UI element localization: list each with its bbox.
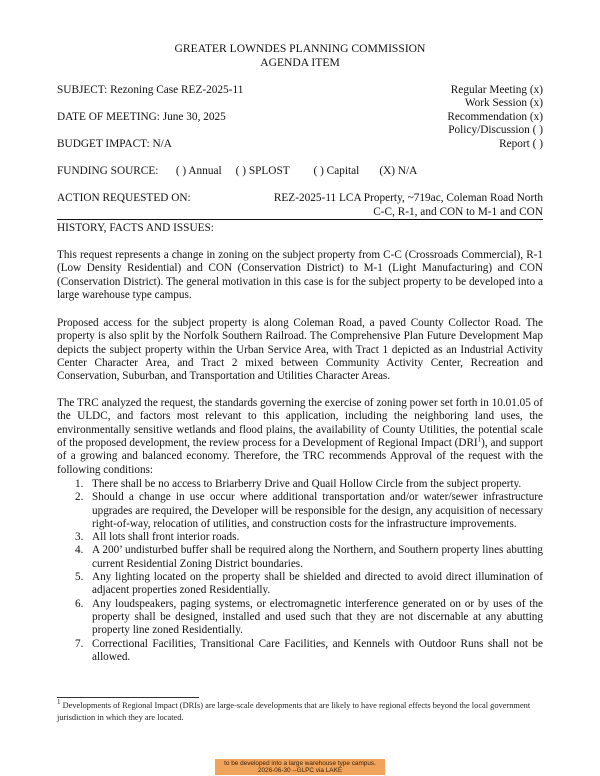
document-stamp [215, 759, 385, 775]
condition-number: 4. [75, 544, 84, 557]
footnote-reference: 1 [477, 435, 482, 444]
meeting-type-recommendation: Recommendation (x) [447, 110, 543, 123]
section-heading: HISTORY, FACTS AND ISSUES: [57, 222, 214, 234]
condition-text: Any lighting located on the property shall be shielded and directed to avoid direct illumination of adjacent properties zoned Residentially. [92, 571, 543, 597]
condition-number: 7. [75, 637, 84, 650]
condition-number: 2. [75, 491, 84, 504]
action-requested-line-1: REZ-2025-11 LCA Property, ~719ac, Coleman Road North [273, 192, 543, 204]
meeting-type-report: Report ( ) [499, 137, 543, 150]
condition-text: A 200’ undisturbed buffer shall be required along the Northern, and Southern property lines abutting current Residential Zoning District boundaries. [92, 544, 543, 570]
paragraph-rezoning-request: This request represents a change in zoning on the subject property from C-C (Crossroads Commercial), R-1 (Low Density Residential) and CON (Conservation District) to M-1 (Light Manufacturing) and CON (Conservation District). The general motivation in this case is for the subject property to be developed into a large warehouse type campus. [57, 249, 543, 302]
funding-source-line [57, 165, 543, 178]
condition-text: There shall be no access to Briarberry Drive and Quail Hollow Circle from the subject property. [92, 478, 522, 490]
trc-analysis-text-continued: ), and support of a growing and balanced economy. Therefore, the TRC recommends Approval of the request with the following conditions: [57, 437, 543, 476]
document-title: AGENDA ITEM [260, 56, 340, 69]
budget-impact-line: BUDGET IMPACT: N/A [57, 138, 172, 150]
funding-source-label: FUNDING SOURCE: [57, 165, 159, 177]
footnote-text: Developments of Regional Impact (DRIs) are large-scale developments that are likely to have regional effects beyond the local government jurisdiction in which they are located. [57, 701, 531, 722]
condition-item [57, 478, 543, 491]
paragraph-access-and-future-development: Proposed access for the subject property is along Coleman Road, a paved County Collector Road. The property is also split by the Norfolk Southern Railroad. The Comprehensive Plan Future Development Map depicts the subject property within the Urban Service Area, with Tract 1 depicted as an Industrial Activity Center Character Area, and Tract 2 mixed between Community Activity Center, Recreation and Conservation, Suburban, and Transportation and Utilities Character Areas. [57, 317, 543, 383]
organization-title: GREATER LOWNDES PLANNING COMMISSION [174, 42, 426, 55]
condition-number: 5. [75, 571, 84, 584]
action-requested-label: ACTION REQUESTED ON: [57, 192, 191, 204]
funding-option-na: (X) N/A [379, 165, 418, 177]
stamp-line-1: to be developed into a large warehouse type campus. [224, 759, 376, 767]
funding-option-splost: ( ) SPLOST [235, 165, 290, 177]
condition-text: Should a change in use occur where additional transportation and/or water/sewer infrastructure upgrades are required, the Developer will be responsible for the design, any acquisition of necessary right-of-way, relocation of utilities, and construction costs for the infrastructure improvements. [92, 491, 543, 530]
subject-line: SUBJECT: Rezoning Case REZ-2025-11 [57, 84, 244, 96]
condition-item [57, 491, 543, 531]
trc-analysis-text: The TRC analyzed the request, the standards governing the exercise of zoning power set forth in 10.01.05 of the ULDC, and factors most relevant to this application, including the neighboring land uses, the environmentally sensitive wetlands and flood plains, the availability of County Utilities, the potential scale of the proposed development, the review process for a Development of Regional Impact (DRI [57, 397, 543, 450]
footnote [57, 700, 543, 723]
action-requested-line-2: C-C, R-1, and CON to M-1 and CON [373, 205, 543, 218]
condition-text: Correctional Facilities, Transitional Care Facilities, and Kennels with Outdoor Runs shall not be allowed. [92, 637, 543, 663]
condition-number: 1. [75, 478, 84, 490]
condition-item [57, 638, 543, 665]
section-divider [57, 219, 543, 220]
condition-item [57, 598, 543, 638]
stamp-line-2: 2026-06-30 --GLPC via LAKE [257, 767, 343, 775]
funding-option-capital: ( ) Capital [313, 165, 360, 177]
condition-number: 3. [75, 531, 84, 544]
paragraph-trc-analysis [57, 397, 543, 477]
meeting-type-policy: Policy/Discussion ( ) [448, 124, 543, 136]
meeting-type-regular: Regular Meeting (x) [450, 83, 543, 96]
condition-number: 6. [75, 597, 84, 610]
condition-text: All lots shall front interior roads. [92, 531, 240, 544]
funding-option-annual: ( ) Annual [175, 165, 222, 177]
footnote-divider [57, 697, 199, 698]
condition-item [57, 544, 543, 571]
condition-item [57, 571, 543, 598]
conditions-list [57, 478, 543, 664]
footnote-mark: 1 [57, 698, 61, 707]
meeting-type-work-session: Work Session (x) [464, 97, 543, 109]
condition-item [57, 531, 543, 544]
meeting-date-line: DATE OF MEETING: June 30, 2025 [57, 111, 226, 123]
condition-text: Any loudspeakers, paging systems, or electromagnetic interference generated on or by uses of the property shall be designed, installed and used such that they are not discernable at any abutting property line zoned Residentially. [92, 597, 543, 637]
